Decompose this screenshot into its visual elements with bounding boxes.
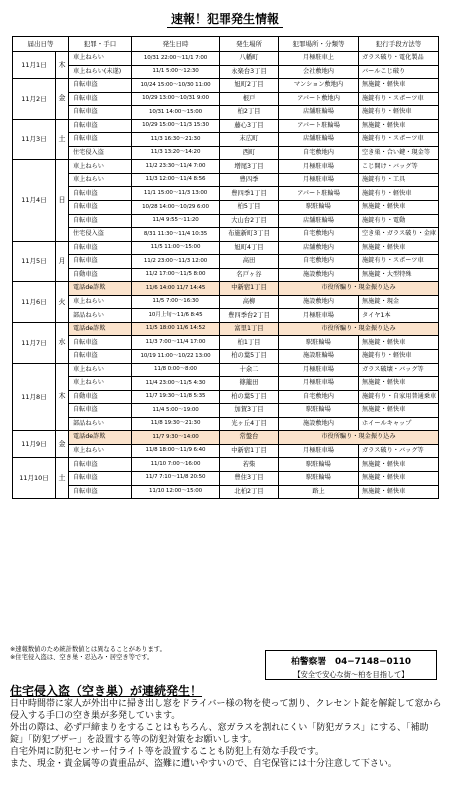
- occurrence-place: 中新宿1丁目: [220, 282, 279, 296]
- table-row: [13, 350, 439, 364]
- scam-description: 市役所騙り・現金振り込み: [279, 431, 439, 445]
- crime-type: 自転車盗: [69, 133, 132, 147]
- occurrence-period: 11/2 23:00〜11/3 12:00: [132, 255, 220, 269]
- occurrence-period: 11/7 9:30〜14:00: [132, 431, 220, 445]
- warning-title: 住宅侵入盗（空き巣）が連続発生！: [10, 684, 203, 698]
- crime-method: 施錠有り・自家用普通乗車: [359, 390, 439, 404]
- crime-location: 月極駐車場: [279, 160, 359, 174]
- crime-type: 自転車盗: [69, 485, 132, 499]
- occurrence-period: 10/29 15:00〜11/3 15:30: [132, 119, 220, 133]
- occurrence-place: 柏1丁目: [220, 336, 279, 350]
- crime-location: 自宅敷地内: [279, 255, 359, 269]
- warning-paragraph: 日中時間帯に家人が外出中に掃き出し窓をドライバー様の物を使って割り、クレセント錠を解錠して窓から侵入する手口の空き巣が多発しています。: [10, 699, 442, 722]
- report-date: 11月4日: [13, 160, 56, 241]
- crime-type: 車上ねらい(未遂): [69, 65, 132, 79]
- occurrence-place: 常盤台: [220, 431, 279, 445]
- crime-location: 駅駐輪場: [279, 336, 359, 350]
- crime-location: 店舗駐輪場: [279, 106, 359, 120]
- occurrence-place: 中新宿1丁目: [220, 444, 279, 458]
- day-group: [13, 119, 439, 160]
- crime-table: [12, 36, 439, 499]
- day-group: [13, 52, 439, 79]
- day-group: [13, 241, 439, 282]
- occurrence-period: 11/10 7:00〜16:00: [132, 458, 220, 472]
- occurrence-place: 西町: [220, 146, 279, 160]
- day-group: [13, 160, 439, 241]
- crime-location: 月極駐車場: [279, 377, 359, 391]
- table-row: [13, 146, 439, 160]
- crime-location: アパート駐輪場: [279, 119, 359, 133]
- occurrence-place: 旭町2丁目: [220, 79, 279, 93]
- crime-location: 店舗駐輪場: [279, 133, 359, 147]
- occurrence-place: 篠籠田: [220, 377, 279, 391]
- table-row: [13, 485, 439, 499]
- header-report-date: 届出日等: [13, 37, 69, 52]
- occurrence-period: 11/4 5:00〜19:00: [132, 404, 220, 418]
- day-of-week: 月: [56, 241, 69, 282]
- crime-location: 駅駐輪場: [279, 458, 359, 472]
- crime-type: 自転車盗: [69, 119, 132, 133]
- crime-method: 施錠有り・軽快車: [359, 350, 439, 364]
- occurrence-period: 11/5 11:00〜15:00: [132, 241, 220, 255]
- table-row: [13, 79, 439, 93]
- table-row: [13, 241, 439, 255]
- table-header-row: [13, 37, 439, 52]
- occurrence-period: 10/28 14:00〜10/29 6:00: [132, 201, 220, 215]
- day-of-week: 金: [56, 431, 69, 458]
- crime-type: 車上ねらい: [69, 363, 132, 377]
- occurrence-place: 富里1丁目: [220, 322, 279, 336]
- crime-location: 路上: [279, 485, 359, 499]
- crime-location: 月極駐車場: [279, 444, 359, 458]
- crime-type: 住宅侵入盗: [69, 146, 132, 160]
- occurrence-period: 11/7 7:10〜11/8 20:50: [132, 471, 220, 485]
- day-group: [13, 458, 439, 499]
- warning-paragraph: また、現金・貴金属等の貴重品が、盗難に遭いやすいので、自宅保管には十分注意して下さい。: [10, 759, 397, 770]
- crime-method: 施錠有り・スポーツ車: [359, 255, 439, 269]
- day-of-week: 火: [56, 282, 69, 323]
- crime-method: タイヤ1本: [359, 309, 439, 323]
- crime-type: 車上ねらい: [69, 52, 132, 66]
- crime-location: 店舗敷地内: [279, 241, 359, 255]
- header-method: 犯行手段方法等: [359, 37, 439, 52]
- report-date: 11月8日: [13, 363, 56, 431]
- occurrence-period: 11/5 18:00 11/6 14:52: [132, 322, 220, 336]
- occurrence-period: 11/2 17:00〜11/5 8:00: [132, 268, 220, 282]
- table-row: [13, 444, 439, 458]
- crime-location: 月極駐車場: [279, 363, 359, 377]
- crime-method: 無施錠・軽快車: [359, 241, 439, 255]
- crime-type: 車上ねらい: [69, 160, 132, 174]
- day-group: [13, 363, 439, 431]
- page-title-text: 速報！犯罪発生情報: [167, 12, 283, 28]
- table-row: [13, 187, 439, 201]
- table-row-scam: [13, 322, 439, 336]
- crime-location: 施設敷地内: [279, 295, 359, 309]
- day-of-week: 木: [56, 363, 69, 431]
- table-row: [13, 417, 439, 431]
- day-group: [13, 79, 439, 120]
- table-row: [13, 295, 439, 309]
- crime-method: バールこじ破り: [359, 65, 439, 79]
- header-period: 発生日時: [132, 37, 220, 52]
- table-row: [13, 160, 439, 174]
- crime-type: 自動車盗: [69, 390, 132, 404]
- report-date: 11月5日: [13, 241, 56, 282]
- occurrence-period: 11/10 12:00〜15:00: [132, 485, 220, 499]
- crime-type: 住宅侵入盗: [69, 228, 132, 242]
- table-row: [13, 106, 439, 120]
- occurrence-place: 大山台2丁目: [220, 214, 279, 228]
- crime-method: 無施錠・軽快車: [359, 471, 439, 485]
- table-row: [13, 404, 439, 418]
- table-row: [13, 65, 439, 79]
- page-title: [0, 10, 450, 27]
- crime-method: ガラス破り・バッグ等: [359, 444, 439, 458]
- occurrence-place: 十余二: [220, 363, 279, 377]
- occurrence-place: 加賀3丁目: [220, 404, 279, 418]
- occurrence-place: 藤心3丁目: [220, 119, 279, 133]
- crime-method: 施錠有り・軽快車: [359, 187, 439, 201]
- crime-type: 電話de詐欺: [69, 431, 132, 445]
- day-of-week: 土: [56, 458, 69, 499]
- occurrence-place: 根戸: [220, 92, 279, 106]
- occurrence-period: 11/7 19:30〜11/8 5:35: [132, 390, 220, 404]
- report-date: 11月1日: [13, 52, 56, 79]
- crime-location: 月極駐車上: [279, 52, 359, 66]
- crime-type: 自転車盗: [69, 92, 132, 106]
- occurrence-place: 若柴: [220, 458, 279, 472]
- occurrence-period: 10/31 22:00〜11/1 7:00: [132, 52, 220, 66]
- crime-type: 自転車盗: [69, 458, 132, 472]
- crime-location: 施設敷地内: [279, 417, 359, 431]
- occurrence-period: 11/4 9:55〜11:20: [132, 214, 220, 228]
- crime-method: 施錠有り・工具: [359, 173, 439, 187]
- occurrence-place: 八幡町: [220, 52, 279, 66]
- table-row: [13, 119, 439, 133]
- occurrence-period: 10/31 14:00〜15:00: [132, 106, 220, 120]
- crime-method: ホイールキャップ: [359, 417, 439, 431]
- crime-type: 部品ねらい: [69, 417, 132, 431]
- occurrence-period: 11/3 13:20〜14:20: [132, 146, 220, 160]
- crime-location: 店舗駐輪場: [279, 214, 359, 228]
- crime-method: 施錠有り・スポーツ車: [359, 133, 439, 147]
- day-of-week: 水: [56, 322, 69, 363]
- report-date: 11月3日: [13, 119, 56, 160]
- occurrence-period: 10/24 15:00〜10/30 11:00: [132, 79, 220, 93]
- report-date: 11月10日: [13, 458, 56, 499]
- crime-type: 自転車盗: [69, 201, 132, 215]
- table-row: [13, 133, 439, 147]
- crime-location: 駅駐輪場: [279, 471, 359, 485]
- crime-type: 車上ねらい: [69, 444, 132, 458]
- occurrence-period: 11/3 12:00〜11/4 8:56: [132, 173, 220, 187]
- table-row: [13, 471, 439, 485]
- crime-location: アパート駐輪場: [279, 187, 359, 201]
- occurrence-period: 11/8 0:00〜8:00: [132, 363, 220, 377]
- crime-type: 自転車盗: [69, 79, 132, 93]
- crime-location: アパート敷地内: [279, 92, 359, 106]
- table-row: [13, 336, 439, 350]
- table-row: [13, 92, 439, 106]
- crime-type: 自転車盗: [69, 255, 132, 269]
- occurrence-place: 永楽台3丁目: [220, 65, 279, 79]
- occurrence-period: 11/5 7:00〜16:30: [132, 295, 220, 309]
- occurrence-place: 末広町: [220, 133, 279, 147]
- table-row: [13, 268, 439, 282]
- occurrence-period: 11/8 18:00〜11/9 6:40: [132, 444, 220, 458]
- day-of-week: 木: [56, 52, 69, 79]
- crime-type: 車上ねらい: [69, 173, 132, 187]
- header-location: 犯罪場所・分類等: [279, 37, 359, 52]
- crime-location: マンション敷地内: [279, 79, 359, 93]
- occurrence-place: 光ヶ丘4丁目: [220, 417, 279, 431]
- warning-paragraph: 自宅外周に防犯センサー付ライト等を設置することも防犯上有効な手段です。: [10, 747, 325, 758]
- occurrence-period: 11/3 16:30〜21:30: [132, 133, 220, 147]
- day-of-week: 土: [56, 119, 69, 160]
- day-of-week: 金: [56, 79, 69, 120]
- occurrence-place: 北柏2丁目: [220, 485, 279, 499]
- crime-location: 会社敷地内: [279, 65, 359, 79]
- occurrence-place: 豊住3丁目: [220, 471, 279, 485]
- crime-method: こじ開け・バッグ等: [359, 160, 439, 174]
- occurrence-period: 11/2 23:30〜11/4 7:00: [132, 160, 220, 174]
- crime-location: 自宅敷地内: [279, 228, 359, 242]
- crime-method: ガラス破壊・バッグ等: [359, 363, 439, 377]
- report-date: 11月7日: [13, 322, 56, 363]
- occurrence-place: 旭町4丁目: [220, 241, 279, 255]
- table-row-scam: [13, 431, 439, 445]
- crime-type: 自動車盗: [69, 268, 132, 282]
- crime-method: 施錠有り・軽快車: [359, 106, 439, 120]
- police-contact-box: [265, 650, 437, 680]
- report-date: 11月2日: [13, 79, 56, 120]
- crime-method: 無施錠・大型特殊: [359, 268, 439, 282]
- crime-method: 無施錠・軽快車: [359, 377, 439, 391]
- crime-type: 電話de詐欺: [69, 322, 132, 336]
- header-crime-type: 犯罪・手口: [69, 37, 132, 52]
- crime-type: 自転車盗: [69, 106, 132, 120]
- crime-location: 月極駐車場: [279, 309, 359, 323]
- crime-method: 無施錠・現金: [359, 295, 439, 309]
- crime-method: 無施錠・軽快車: [359, 404, 439, 418]
- crime-location: 施設駐輪場: [279, 350, 359, 364]
- table-row: [13, 458, 439, 472]
- crime-type: 自転車盗: [69, 350, 132, 364]
- occurrence-place: 布施新町3丁目: [220, 228, 279, 242]
- crime-location: 施設敷地内: [279, 268, 359, 282]
- table-row: [13, 255, 439, 269]
- crime-method: 無施錠・軽快車: [359, 458, 439, 472]
- police-telephone: 柏警察署 04−7148−0110: [291, 657, 411, 667]
- footnote: ※住宅侵入盗は、空き巣・忍込み・居空き等です。: [10, 654, 154, 661]
- crime-type: 自転車盗: [69, 471, 132, 485]
- crime-method: 空き巣・合い鍵・現金等: [359, 146, 439, 160]
- table-row: [13, 52, 439, 66]
- crime-method: 無施錠・軽快車: [359, 79, 439, 93]
- day-of-week: 日: [56, 160, 69, 241]
- occurrence-place: 柏の葉5丁目: [220, 350, 279, 364]
- occurrence-period: 11/1 5:00〜12:30: [132, 65, 220, 79]
- table-row: [13, 228, 439, 242]
- crime-type: 自転車盗: [69, 187, 132, 201]
- table-row: [13, 363, 439, 377]
- occurrence-period: 11/8 19:30〜21:30: [132, 417, 220, 431]
- crime-location: 月極駐車場: [279, 173, 359, 187]
- crime-location: 自宅敷地内: [279, 146, 359, 160]
- occurrence-place: 柏5丁目: [220, 201, 279, 215]
- occurrence-period: 11/3 7:00〜11/4 17:00: [132, 336, 220, 350]
- crime-type: 自転車盗: [69, 404, 132, 418]
- police-slogan: 【安全で安心な街〜柏を目指して】: [293, 670, 409, 679]
- warning-body: [10, 698, 442, 771]
- occurrence-place: 豊四季1丁目: [220, 187, 279, 201]
- table-row: [13, 214, 439, 228]
- occurrence-period: 10/19 11:00〜10/22 13:00: [132, 350, 220, 364]
- footnotes: [10, 646, 166, 662]
- occurrence-place: 柏の葉5丁目: [220, 390, 279, 404]
- occurrence-period: 10/29 13:00〜10/31 9:00: [132, 92, 220, 106]
- report-date: 11月6日: [13, 282, 56, 323]
- occurrence-period: 11/6 14:00 11/7 14:45: [132, 282, 220, 296]
- crime-method: 無施錠・軽快車: [359, 336, 439, 350]
- occurrence-place: 名戸ヶ谷: [220, 268, 279, 282]
- report-date: 11月9日: [13, 431, 56, 458]
- crime-location: 駅駐輪場: [279, 201, 359, 215]
- day-group: [13, 322, 439, 363]
- footnote: ※速報数値のため統計数値とは異なることがあります。: [10, 646, 166, 653]
- table-row: [13, 390, 439, 404]
- crime-type: 自転車盗: [69, 336, 132, 350]
- occurrence-period: 8/31 11:30〜11/4 10:35: [132, 228, 220, 242]
- crime-method: 施錠有り・電動: [359, 214, 439, 228]
- crime-method: 無施錠・軽快車: [359, 485, 439, 499]
- occurrence-place: 柏2丁目: [220, 106, 279, 120]
- crime-location: 自宅敷地内: [279, 390, 359, 404]
- warning-paragraph: 外出の際は、必ず戸締まりをすることはもちろん、窓ガラスを割れにくい「防犯ガラス」にする、「補助錠」「防犯ブザー」を設置する等の防犯対策をお願いします。: [10, 723, 429, 746]
- table-row: [13, 309, 439, 323]
- crime-type: 自転車盗: [69, 214, 132, 228]
- occurrence-period: 11/1 15:00〜11/3 13:00: [132, 187, 220, 201]
- occurrence-place: 高柳: [220, 295, 279, 309]
- crime-method: 無施錠・軽快車: [359, 119, 439, 133]
- crime-location: 駅駐輪場: [279, 404, 359, 418]
- table-row: [13, 377, 439, 391]
- day-group: [13, 282, 439, 323]
- crime-method: 無施錠・軽快車: [359, 201, 439, 215]
- occurrence-period: 11/4 23:00〜11/5 4:30: [132, 377, 220, 391]
- crime-type: 車上ねらい: [69, 295, 132, 309]
- header-place: 発生場所: [220, 37, 279, 52]
- occurrence-place: 増尾3丁目: [220, 160, 279, 174]
- table-row-scam: [13, 282, 439, 296]
- crime-method: ガラス破り・電化製品: [359, 52, 439, 66]
- occurrence-place: 豊四季台2丁目: [220, 309, 279, 323]
- crime-method: 施錠有り・スポーツ車: [359, 92, 439, 106]
- scam-description: 市役所騙り・現金振り込み: [279, 322, 439, 336]
- crime-method: 空き巣・ガラス破り・金庫: [359, 228, 439, 242]
- table-row: [13, 173, 439, 187]
- crime-type: 自転車盗: [69, 241, 132, 255]
- occurrence-period: 10月上旬〜11/6 8:45: [132, 309, 220, 323]
- occurrence-place: 高田: [220, 255, 279, 269]
- crime-type: 電話de詐欺: [69, 282, 132, 296]
- scam-description: 市役所騙り・現金振り込み: [279, 282, 439, 296]
- crime-type: 部品ねらい: [69, 309, 132, 323]
- day-group: [13, 431, 439, 458]
- occurrence-place: 豊四季: [220, 173, 279, 187]
- table-row: [13, 201, 439, 215]
- crime-type: 車上ねらい: [69, 377, 132, 391]
